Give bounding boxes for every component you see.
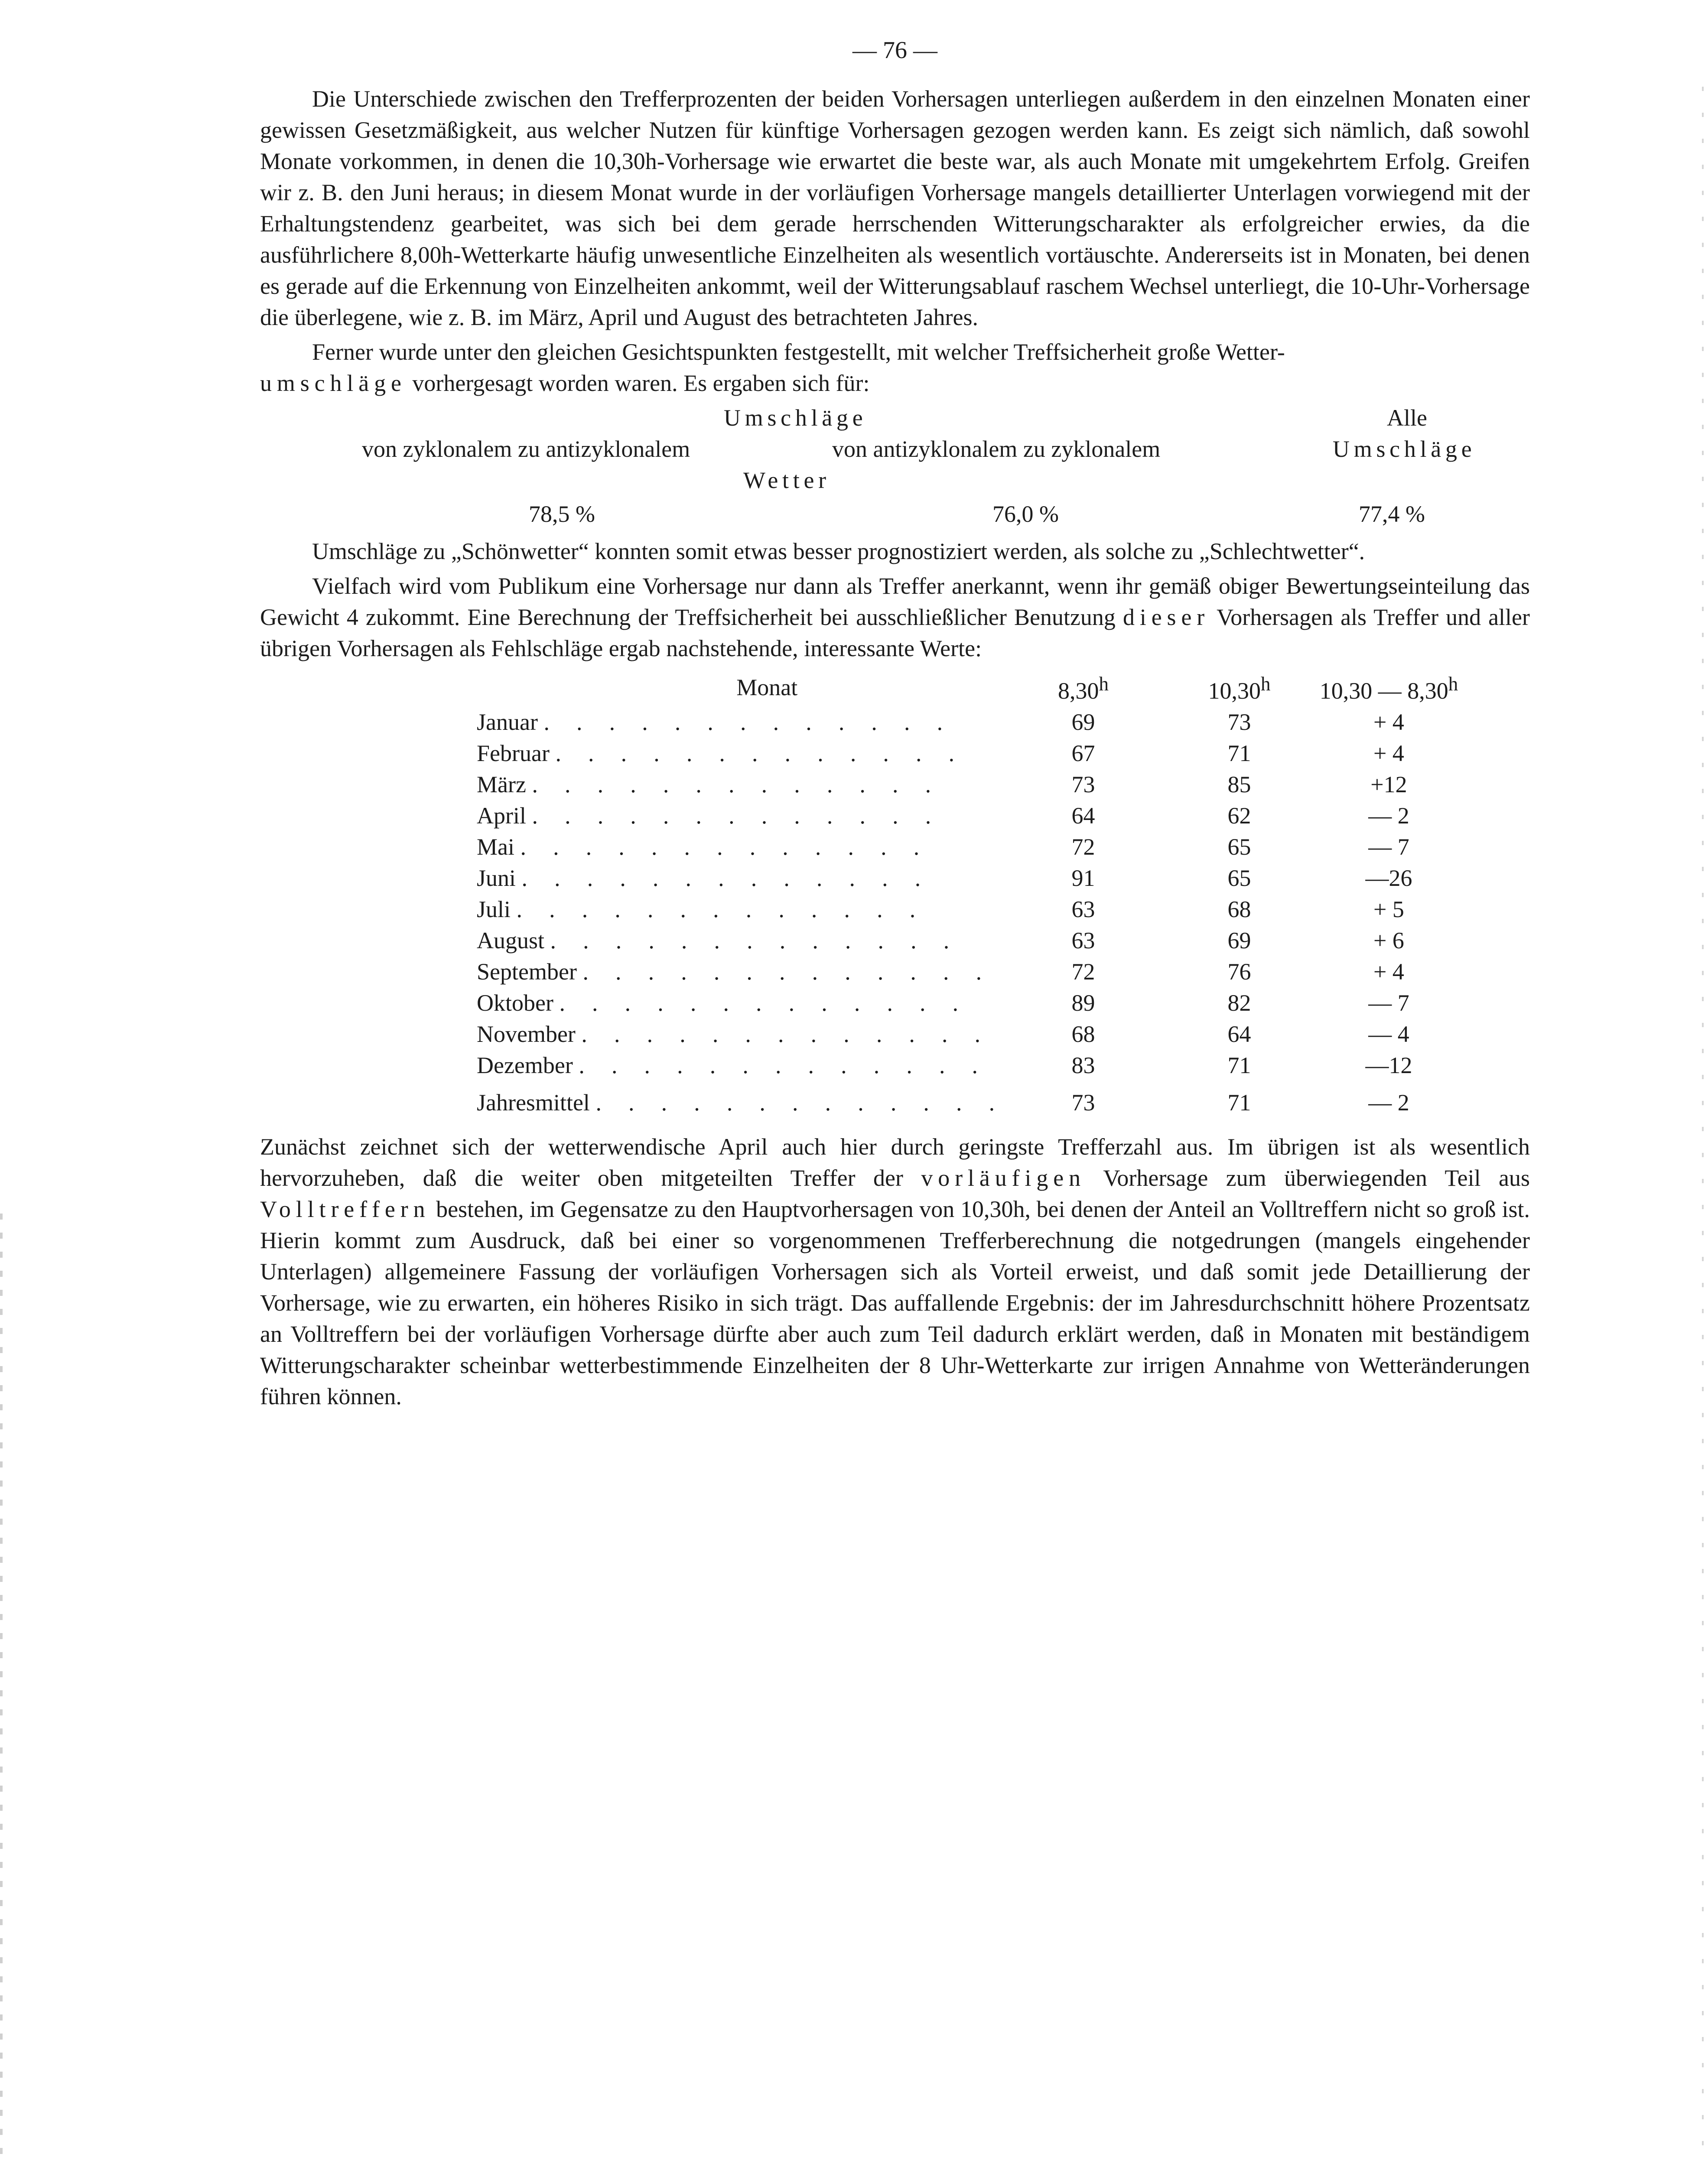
table-row bbox=[477, 862, 1460, 894]
table-row bbox=[477, 769, 1460, 800]
paragraph-5-spaced-2: Volltreffern bbox=[260, 1196, 430, 1222]
page-number: — 76 — bbox=[852, 37, 937, 64]
row-diff: —12 bbox=[1365, 1052, 1412, 1078]
paragraph-5-spaced-1: vorläufigen bbox=[921, 1165, 1086, 1191]
row-1030: 65 bbox=[1227, 834, 1251, 860]
header-1030 bbox=[1161, 668, 1317, 706]
paragraph-2-text-b: vorhergesagt worden waren. Es ergaben sich für: bbox=[406, 370, 870, 396]
table-row bbox=[477, 1050, 1460, 1081]
table-row bbox=[477, 925, 1460, 956]
row-1030: 82 bbox=[1227, 990, 1251, 1016]
header-diff-label: 10,30 — 8,30 bbox=[1319, 678, 1448, 704]
row-830: 63 bbox=[1071, 896, 1095, 922]
row-1030: 71 bbox=[1227, 1052, 1251, 1078]
row-830: 67 bbox=[1071, 740, 1095, 766]
paragraph-4 bbox=[260, 570, 1530, 664]
row-830: 91 bbox=[1071, 865, 1095, 891]
row-1030: 69 bbox=[1227, 927, 1251, 953]
mean-month bbox=[477, 1081, 1005, 1118]
row-830: 68 bbox=[1071, 1021, 1095, 1047]
scan-edge-left bbox=[0, 1214, 3, 2167]
row-diff: + 6 bbox=[1373, 927, 1404, 953]
row-month bbox=[477, 1050, 1005, 1081]
paragraph-2-text-a: Ferner wurde unter den gleichen Gesichtspunkten festgestellt, mit welcher Treffsicherheit große Wetter bbox=[312, 339, 1277, 365]
row-diff: + 5 bbox=[1373, 896, 1404, 922]
table-header-row bbox=[477, 668, 1460, 706]
leader-dots: . . . . . . . . . . . . . bbox=[579, 1052, 989, 1078]
row-month bbox=[477, 862, 1005, 894]
row-830: 72 bbox=[1071, 834, 1095, 860]
scan-edge-right bbox=[1702, 87, 1704, 2167]
row-830: 63 bbox=[1071, 927, 1095, 953]
row-diff: + 4 bbox=[1373, 709, 1404, 735]
row-830: 89 bbox=[1071, 990, 1095, 1016]
row-1030: 76 bbox=[1227, 959, 1251, 985]
mean-1030: 71 bbox=[1227, 1090, 1251, 1116]
row-month bbox=[477, 1018, 1005, 1050]
leader-dots: . . . . . . . . . . . . . bbox=[581, 1021, 991, 1047]
row-month-label: Oktober bbox=[477, 990, 553, 1016]
row-month-label: August bbox=[477, 927, 545, 953]
header-diff bbox=[1317, 668, 1460, 706]
header-1030-sup: h bbox=[1260, 673, 1271, 695]
leader-dots: . . . . . . . . . . . . . bbox=[582, 959, 992, 985]
paragraph-1: Die Unterschiede zwischen den Trefferprozenten der beiden Vorhersagen unterliegen außerdem in den einzelnen Monaten einer gewissen Gesetzmäßigkeit, aus welcher Nutzen für künftige Vorhersagen gezogen werden kann. Es zeigt sich nämlich, daß sowohl Monate vorkommen, in denen die 10,30h-Vorhersage wie erwartet die beste war, als auch Monate mit umgekehrtem Erfolg. Greifen wir z. B. den Juni heraus; in diesem Monat wurde in der vorläufigen Vorhersage mangels detaillierter Unterlagen vorwiegend mit der Erhaltungstendenz gearbeitet, was sich bei dem gerade herrschenden Witterungscharakter als erfolgreicher erwies, da die ausführlichere 8,00h-Wetterkarte häufig unwesentliche Einzelheiten als wesentlich vortäuschte. Andererseits ist in Monaten, bei denen es gerade auf die Erkennung von Einzelheiten ankommt, weil der Witterungsablauf raschem Wechsel unterliegt, die 10-Uhr-Vorhersage die überlegene, wie z. B. im März, April und August des betrachteten Jahres. bbox=[260, 86, 1530, 330]
umschlaege-col2-label: von antizyklonalem zu zyklonalem bbox=[832, 436, 1161, 462]
table-body bbox=[477, 706, 1460, 1118]
leader-dots: . . . . . . . . . . . . . bbox=[516, 896, 926, 922]
table-row bbox=[477, 1018, 1460, 1050]
umschlaege-wetter-label: Wetter bbox=[743, 467, 830, 493]
umschlaege-heading: Umschläge bbox=[724, 405, 867, 431]
row-month-label: April bbox=[477, 803, 526, 829]
row-diff: + 4 bbox=[1373, 959, 1404, 985]
row-month-label: Juni bbox=[477, 865, 516, 891]
umschlaege-col3-label: Umschläge bbox=[1333, 436, 1476, 462]
row-1030: 68 bbox=[1227, 896, 1251, 922]
leader-dots: . . . . . . . . . . . . . bbox=[520, 834, 930, 860]
row-month bbox=[477, 831, 1005, 862]
row-830: 73 bbox=[1071, 771, 1095, 797]
header-830 bbox=[1005, 668, 1161, 706]
table-row bbox=[477, 738, 1460, 769]
row-month bbox=[477, 769, 1005, 800]
leader-dots: . . . . . . . . . . . . . bbox=[555, 740, 965, 766]
row-830: 69 bbox=[1071, 709, 1095, 735]
mean-diff: — 2 bbox=[1368, 1090, 1409, 1116]
monthly-hit-table bbox=[477, 668, 1460, 1118]
row-diff: — 4 bbox=[1368, 1021, 1409, 1047]
row-diff: — 7 bbox=[1368, 834, 1409, 860]
row-830: 83 bbox=[1071, 1052, 1095, 1078]
paragraph-5 bbox=[260, 1131, 1530, 1412]
leader-dots: . . . . . . . . . . . . . bbox=[543, 709, 953, 735]
document-page bbox=[260, 35, 1530, 1415]
row-month bbox=[477, 706, 1005, 738]
row-month-label: September bbox=[477, 959, 577, 985]
paragraph-3: Umschläge zu „Schönwetter“ konnten somit etwas besser prognostiziert werden, als solche zu „Schlechtwetter“. bbox=[312, 538, 1365, 564]
umschlaege-col1-label: von zyklonalem zu antizyklonalem bbox=[362, 436, 690, 462]
paragraph-2-spaced: umschläge bbox=[260, 370, 407, 396]
table-row bbox=[477, 956, 1460, 987]
row-1030: 85 bbox=[1227, 771, 1251, 797]
row-1030: 71 bbox=[1227, 740, 1251, 766]
mean-830: 73 bbox=[1071, 1090, 1095, 1116]
row-diff: +12 bbox=[1370, 771, 1407, 797]
umschlaege-alle-label: Alle bbox=[1387, 405, 1427, 431]
table-row bbox=[477, 706, 1460, 738]
row-1030: 73 bbox=[1227, 709, 1251, 735]
umschlaege-col1-value: 78,5 % bbox=[529, 501, 595, 527]
paragraph-2: Ferner wurde unter den gleichen Gesichtspunkten festgestellt, mit welcher Treffsicherheit große Wetter- umschläge vorhergesagt worden waren. Es ergaben sich für: bbox=[260, 339, 1285, 396]
row-month bbox=[477, 738, 1005, 769]
row-830: 72 bbox=[1071, 959, 1095, 985]
table-row bbox=[477, 987, 1460, 1018]
row-1030: 64 bbox=[1227, 1021, 1251, 1047]
paragraph-5-text-b: Vorhersage zum überwiegenden Teil aus bbox=[1085, 1165, 1530, 1191]
leader-dots: . . . . . . . . . . . . . bbox=[595, 1090, 1005, 1116]
row-month bbox=[477, 925, 1005, 956]
row-month-label: Dezember bbox=[477, 1052, 573, 1078]
leader-dots: . . . . . . . . . . . . . bbox=[532, 803, 942, 829]
header-diff-sup: h bbox=[1448, 673, 1458, 695]
row-month bbox=[477, 956, 1005, 987]
row-month bbox=[477, 894, 1005, 925]
row-month bbox=[477, 800, 1005, 831]
row-830: 64 bbox=[1071, 803, 1095, 829]
row-diff: — 7 bbox=[1368, 990, 1409, 1016]
row-month-label: Mai bbox=[477, 834, 514, 860]
paragraph-5-text-a: Zunächst zeichnet sich der wetterwendische April auch hier durch geringste Trefferzahl aus. Im übrigen ist als wesentlich hervorzuheben, daß die weiter oben mitgeteilten Treffer der bbox=[260, 1134, 1530, 1191]
header-month: Monat bbox=[736, 674, 798, 700]
row-month-label: Juli bbox=[477, 896, 511, 922]
paragraph-4-text-b: Vorhersagen als Treffer und aller übrigen Vorhersagen als Fehlschläge ergab nachstehende, interessante Werte: bbox=[260, 604, 1530, 661]
row-month-label: November bbox=[477, 1021, 576, 1047]
leader-dots: . . . . . . . . . . . . . bbox=[550, 927, 960, 953]
header-1030-label: 10,30 bbox=[1208, 678, 1261, 704]
row-diff: — 2 bbox=[1368, 803, 1409, 829]
row-month-label: Februar bbox=[477, 740, 550, 766]
umschlaege-summary bbox=[260, 402, 1530, 532]
mean-month-label: Jahresmittel bbox=[477, 1090, 590, 1116]
row-month-label: Januar bbox=[477, 709, 538, 735]
row-diff: —26 bbox=[1365, 865, 1412, 891]
header-830-label: 8,30 bbox=[1057, 678, 1099, 704]
row-1030: 62 bbox=[1227, 803, 1251, 829]
header-830-sup: h bbox=[1099, 673, 1109, 695]
paragraph-5-text-c: bestehen, im Gegensatze zu den Hauptvorhersagen von 10,30h, bei denen der Anteil an Volltreffern nicht so groß ist. Hierin kommt zum Ausdruck, daß bei einer so vorgenommenen Trefferberechnung die notgedrungen (mangels eingehender Unterlagen) allgemeinere Fassung der vorläufigen Vorhersagen sich als Vorteil erweist, und daß somit jede Detaillierung der Vorhersage, wie zu erwarten, ein höheres Risiko in sich trägt. Das auffallende Ergebnis: der im Jahresdurchschnitt höhere Prozentsatz an Volltreffern bei der vorläufigen Vorhersage dürfte aber auch zum Teil dadurch erklärt werden, daß in Monaten mit beständigem Witterungscharakter scheinbar wetterbestimmende Einzelheiten der 8 Uhr-Wetterkarte zur irrigen Annahme von Wetteränderungen führen können. bbox=[260, 1196, 1530, 1409]
table-row bbox=[477, 800, 1460, 831]
table-row-annual-mean bbox=[477, 1081, 1460, 1118]
paragraph-4-spaced: dieser bbox=[1122, 604, 1210, 630]
umschlaege-col3-value: 77,4 % bbox=[1359, 501, 1425, 527]
paragraph-4-text-a: Vielfach wird vom Publikum eine Vorhersage nur dann als Treffer anerkannt, wenn ihr gemäß obiger Bewertungseinteilung das Gewicht 4 zukommt. Eine Berechnung der Treffsicherheit bei ausschließlicher Benutzung bbox=[260, 573, 1530, 630]
leader-dots: . . . . . . . . . . . . . bbox=[559, 990, 969, 1016]
table-row bbox=[477, 894, 1460, 925]
row-month bbox=[477, 987, 1005, 1018]
umschlaege-col2-value: 76,0 % bbox=[992, 501, 1059, 527]
leader-dots: . . . . . . . . . . . . . bbox=[532, 771, 942, 797]
leader-dots: . . . . . . . . . . . . . bbox=[521, 865, 931, 891]
row-1030: 65 bbox=[1227, 865, 1251, 891]
table-row bbox=[477, 831, 1460, 862]
row-month-label: März bbox=[477, 771, 526, 797]
row-diff: + 4 bbox=[1373, 740, 1404, 766]
